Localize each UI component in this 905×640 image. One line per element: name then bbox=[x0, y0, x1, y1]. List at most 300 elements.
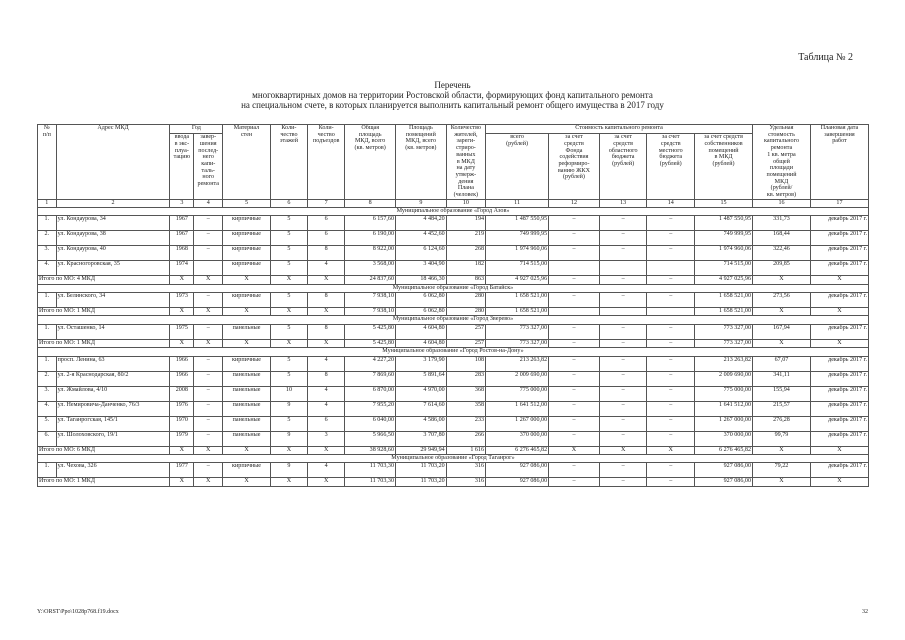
table-cell: 3 568,00 bbox=[345, 261, 396, 276]
total-cell: 773 327,00 bbox=[486, 339, 549, 347]
table-cell: декабрь 2017 г. bbox=[810, 371, 868, 386]
document-title bbox=[0, 80, 905, 110]
title-line-1: Перечень bbox=[434, 80, 471, 90]
total-cell: 24 837,60 bbox=[345, 276, 396, 284]
table-cell: – bbox=[599, 246, 647, 261]
total-cell: 5 425,80 bbox=[345, 339, 396, 347]
table-row bbox=[38, 401, 869, 416]
table-cell: – bbox=[194, 216, 223, 231]
table-cell: 1977 bbox=[170, 463, 194, 478]
table-cell bbox=[599, 261, 647, 276]
table-cell: – bbox=[647, 231, 695, 246]
table-cell: 3 bbox=[308, 431, 345, 446]
total-cell: 7 938,10 bbox=[345, 307, 396, 315]
table-cell: декабрь 2017 г. bbox=[810, 292, 868, 307]
table-cell: 1 974 960,06 bbox=[486, 246, 549, 261]
total-cell: X bbox=[223, 276, 271, 284]
column-number: 3 bbox=[170, 199, 194, 207]
total-cell: X bbox=[753, 339, 811, 347]
table-cell: – bbox=[194, 371, 223, 386]
table-cell bbox=[647, 261, 695, 276]
table-cell: – bbox=[599, 216, 647, 231]
table-cell: 368 bbox=[446, 386, 485, 401]
total-cell: X bbox=[223, 339, 271, 347]
column-number: 8 bbox=[345, 199, 396, 207]
table-cell: просп. Ленина, 63 bbox=[56, 356, 170, 371]
table-cell: 5 bbox=[270, 246, 307, 261]
table-cell: 268 bbox=[446, 246, 485, 261]
table-cell: – bbox=[549, 324, 600, 339]
table-cell: – bbox=[549, 356, 600, 371]
table-cell: 6 870,00 bbox=[345, 386, 396, 401]
table-cell: декабрь 2017 г. bbox=[810, 356, 868, 371]
table-cell: кирпичные bbox=[223, 292, 271, 307]
total-cell: 863 bbox=[446, 276, 485, 284]
total-cell: 38 928,60 bbox=[345, 446, 396, 454]
table-cell: 3 707,80 bbox=[396, 431, 447, 446]
column-number: 1 bbox=[38, 199, 57, 207]
total-cell: 4 604,80 bbox=[396, 339, 447, 347]
total-cell: X bbox=[194, 446, 223, 454]
table-cell: 773 327,00 bbox=[695, 324, 753, 339]
table-cell: ул. 2-я Краснодарская, 80/2 bbox=[56, 371, 170, 386]
table-cell: 3. bbox=[38, 246, 57, 261]
table-cell: 4 586,00 bbox=[396, 416, 447, 431]
table-cell: 1967 bbox=[170, 231, 194, 246]
total-cell: X bbox=[223, 446, 271, 454]
header-col-9: Площадь помещений МКД, всего (кв. метров) bbox=[396, 125, 447, 200]
register-table bbox=[37, 124, 869, 487]
table-cell: 5 bbox=[270, 292, 307, 307]
table-cell: 1975 bbox=[170, 324, 194, 339]
column-number: 12 bbox=[549, 199, 600, 207]
table-cell: 213 263,82 bbox=[486, 356, 549, 371]
table-cell: 3 404,90 bbox=[396, 261, 447, 276]
table-cell: 1979 bbox=[170, 431, 194, 446]
title-line-2: многоквартирных домов на территории Ростовской области, формирующих фонд капитального ремонта bbox=[252, 90, 653, 100]
table-cell: 773 327,00 bbox=[486, 324, 549, 339]
municipality-header-row bbox=[38, 454, 869, 462]
table-cell: 775 000,00 bbox=[486, 386, 549, 401]
table-cell: 775 000,00 bbox=[695, 386, 753, 401]
table-cell: 1 974 960,06 bbox=[695, 246, 753, 261]
table-cell: 8 bbox=[308, 246, 345, 261]
table-cell: 4 452,60 bbox=[396, 231, 447, 246]
table-cell: кирпичные bbox=[223, 216, 271, 231]
table-cell: – bbox=[549, 463, 600, 478]
header-col-4: завер- шения послед- него капи- таль- ного ремонта bbox=[194, 134, 223, 200]
table-cell: ул. Белинского, 34 bbox=[56, 292, 170, 307]
table-number-label: Таблица № 2 bbox=[798, 52, 853, 63]
table-cell: 370 000,00 bbox=[486, 431, 549, 446]
table-cell: 8 bbox=[308, 324, 345, 339]
table-cell: 99,79 bbox=[753, 431, 811, 446]
table-cell: 7 869,60 bbox=[345, 371, 396, 386]
total-cell: 257 bbox=[446, 339, 485, 347]
table-cell: 6. bbox=[38, 431, 57, 446]
table-cell: 1967 bbox=[170, 216, 194, 231]
total-cell: X bbox=[270, 307, 307, 315]
table-cell: 108 bbox=[446, 356, 485, 371]
table-cell: 1 641 512,00 bbox=[695, 401, 753, 416]
column-number: 13 bbox=[599, 199, 647, 207]
table-cell: 1976 bbox=[170, 401, 194, 416]
table-cell: 5 966,50 bbox=[345, 431, 396, 446]
table-cell: – bbox=[194, 356, 223, 371]
table-cell: – bbox=[599, 324, 647, 339]
table-cell: 4 bbox=[308, 386, 345, 401]
table-cell: 11 703,20 bbox=[396, 463, 447, 478]
table-cell: 1966 bbox=[170, 371, 194, 386]
total-cell: – bbox=[549, 276, 600, 284]
total-cell: 18 466,30 bbox=[396, 276, 447, 284]
table-cell: 4 970,00 bbox=[396, 386, 447, 401]
total-cell: X bbox=[170, 478, 194, 486]
header-col-2: Адрес МКД bbox=[56, 125, 170, 200]
table-row bbox=[38, 356, 869, 371]
table-cell: декабрь 2017 г. bbox=[810, 261, 868, 276]
total-cell: 4 927 025,96 bbox=[695, 276, 753, 284]
total-cell: X bbox=[308, 446, 345, 454]
total-cell: 6 276 465,82 bbox=[695, 446, 753, 454]
table-cell: 6 bbox=[308, 416, 345, 431]
table-row bbox=[38, 261, 869, 276]
table-cell: 2. bbox=[38, 231, 57, 246]
table-cell: 3 179,90 bbox=[396, 356, 447, 371]
total-cell: X bbox=[599, 446, 647, 454]
total-cell: X bbox=[753, 276, 811, 284]
table-cell: 341,11 bbox=[753, 371, 811, 386]
header-col-5: Материал стен bbox=[223, 125, 271, 200]
table-cell: 1. bbox=[38, 463, 57, 478]
total-cell: X bbox=[753, 478, 811, 486]
municipality-title: Муниципальное образование «Город Таганрог» bbox=[38, 454, 869, 462]
table-cell: – bbox=[647, 416, 695, 431]
table-cell: кирпичные bbox=[223, 231, 271, 246]
table-cell bbox=[194, 261, 223, 276]
table-cell: 322,46 bbox=[753, 246, 811, 261]
table-cell: 67,07 bbox=[753, 356, 811, 371]
table-cell: 4 bbox=[308, 261, 345, 276]
table-cell: 213 263,82 bbox=[695, 356, 753, 371]
table-cell: 927 086,00 bbox=[486, 463, 549, 478]
total-cell: X bbox=[270, 446, 307, 454]
table-cell: – bbox=[647, 324, 695, 339]
table-cell: 5 bbox=[270, 216, 307, 231]
table-cell: кирпичные bbox=[223, 463, 271, 478]
table-cell: – bbox=[647, 246, 695, 261]
table-cell: 6 157,60 bbox=[345, 216, 396, 231]
total-cell: – bbox=[599, 339, 647, 347]
table-cell: ул. Красногоровская, 35 bbox=[56, 261, 170, 276]
table-cell: 1970 bbox=[170, 416, 194, 431]
table-cell: 331,73 bbox=[753, 216, 811, 231]
table-cell: – bbox=[599, 431, 647, 446]
total-cell: – bbox=[647, 339, 695, 347]
table-cell: панельные bbox=[223, 431, 271, 446]
total-cell: X bbox=[270, 339, 307, 347]
total-label: Итого по МО: 4 МКД bbox=[38, 276, 170, 284]
table-cell: – bbox=[599, 416, 647, 431]
table-cell: – bbox=[647, 386, 695, 401]
table-cell: кирпичные bbox=[223, 261, 271, 276]
table-row bbox=[38, 324, 869, 339]
table-cell: 4 bbox=[308, 401, 345, 416]
table-cell: 2 009 690,00 bbox=[486, 371, 549, 386]
table-cell: 257 bbox=[446, 324, 485, 339]
table-cell: 6 190,00 bbox=[345, 231, 396, 246]
table-cell: ул. Жмайлова, 4/10 bbox=[56, 386, 170, 401]
header-col-6: Коли- чество этажей bbox=[270, 125, 307, 200]
header-col-13: за счет средств областного бюджета (рублей) bbox=[599, 134, 647, 200]
table-cell: ул. Осташенко, 14 bbox=[56, 324, 170, 339]
total-cell: 29 949,94 bbox=[396, 446, 447, 454]
table-cell: 1 267 000,00 bbox=[486, 416, 549, 431]
table-cell: 7 955,20 bbox=[345, 401, 396, 416]
table-cell: 6 062,80 bbox=[396, 292, 447, 307]
table-cell: 749 999,95 bbox=[486, 231, 549, 246]
header-col-12: за счет средств Фонда содействия реформиро- ванию ЖКХ (рублей) bbox=[549, 134, 600, 200]
total-cell: X bbox=[170, 276, 194, 284]
total-cell: – bbox=[647, 478, 695, 486]
table-cell: 1. bbox=[38, 324, 57, 339]
total-label: Итого по МО: 1 МКД bbox=[38, 339, 170, 347]
table-cell: 5 425,80 bbox=[345, 324, 396, 339]
total-cell: X bbox=[270, 276, 307, 284]
table-cell: 4 227,20 bbox=[345, 356, 396, 371]
table-cell: 5 bbox=[270, 231, 307, 246]
table-cell: 1968 bbox=[170, 246, 194, 261]
municipality-title: Муниципальное образование «Город Ростов-на-Дону» bbox=[38, 348, 869, 356]
header-col-16: Удельная стоимость капитального ремонта 1 кв. метра общей площади помещений МКД (рублей/ кв. метров) bbox=[753, 125, 811, 200]
table-cell: 283 bbox=[446, 371, 485, 386]
column-number-row bbox=[38, 199, 869, 207]
column-number: 14 bbox=[647, 199, 695, 207]
table-row bbox=[38, 231, 869, 246]
table-cell: 358 bbox=[446, 401, 485, 416]
table-cell: 8 bbox=[308, 292, 345, 307]
table-cell: 4 604,80 bbox=[396, 324, 447, 339]
total-cell: X bbox=[308, 339, 345, 347]
total-cell: 6 062,80 bbox=[396, 307, 447, 315]
total-cell: X bbox=[194, 339, 223, 347]
table-cell: 1966 bbox=[170, 356, 194, 371]
table-cell: 1973 bbox=[170, 292, 194, 307]
table-cell: 1 658 521,00 bbox=[695, 292, 753, 307]
table-cell: 233 bbox=[446, 416, 485, 431]
total-cell: X bbox=[810, 478, 868, 486]
total-row bbox=[38, 478, 869, 486]
table-cell: ул. Кондаурова, 34 bbox=[56, 216, 170, 231]
table-cell: 8 922,00 bbox=[345, 246, 396, 261]
total-cell: X bbox=[810, 446, 868, 454]
table-cell: ул. Немировича-Данченко, 76/3 bbox=[56, 401, 170, 416]
table-cell: 1. bbox=[38, 292, 57, 307]
column-number: 11 bbox=[486, 199, 549, 207]
table-cell: 1 658 521,00 bbox=[486, 292, 549, 307]
table-cell: 273,56 bbox=[753, 292, 811, 307]
table-cell: 370 000,00 bbox=[695, 431, 753, 446]
table-cell: ул. Шолоховского, 19/1 bbox=[56, 431, 170, 446]
table-row bbox=[38, 216, 869, 231]
column-number: 7 bbox=[308, 199, 345, 207]
table-cell: 5 bbox=[270, 324, 307, 339]
table-cell: 2. bbox=[38, 371, 57, 386]
header-col-1: № п/п bbox=[38, 125, 57, 200]
table-cell: 219 bbox=[446, 231, 485, 246]
total-row bbox=[38, 446, 869, 454]
column-number: 9 bbox=[396, 199, 447, 207]
table-cell: 6 124,60 bbox=[396, 246, 447, 261]
total-cell: – bbox=[647, 276, 695, 284]
municipality-title: Муниципальное образование «Город Батайск» bbox=[38, 284, 869, 292]
table-cell: – bbox=[549, 386, 600, 401]
total-cell: 11 703,20 bbox=[396, 478, 447, 486]
total-row bbox=[38, 339, 869, 347]
table-cell: 1 487 550,95 bbox=[486, 216, 549, 231]
total-cell: 1 658 521,00 bbox=[695, 307, 753, 315]
table-cell: – bbox=[647, 401, 695, 416]
table-cell: 749 999,95 bbox=[695, 231, 753, 246]
total-cell: X bbox=[308, 276, 345, 284]
table-cell: 194 bbox=[446, 216, 485, 231]
header-col-7: Коли- чество подъездов bbox=[308, 125, 345, 200]
total-label: Итого по МО: 1 МКД bbox=[38, 478, 170, 486]
column-number: 2 bbox=[56, 199, 170, 207]
table-cell: – bbox=[599, 386, 647, 401]
total-cell: 316 bbox=[446, 478, 485, 486]
table-cell: 2 009 690,00 bbox=[695, 371, 753, 386]
total-cell: 4 927 025,96 bbox=[486, 276, 549, 284]
total-cell: – bbox=[599, 478, 647, 486]
table-cell: 9 bbox=[270, 431, 307, 446]
total-cell: X bbox=[223, 478, 271, 486]
total-cell: X bbox=[753, 446, 811, 454]
table-cell: 2008 bbox=[170, 386, 194, 401]
column-number: 6 bbox=[270, 199, 307, 207]
table-cell: ул. Кондаурова, 38 bbox=[56, 231, 170, 246]
table-cell: 209,85 bbox=[753, 261, 811, 276]
municipality-header-row bbox=[38, 284, 869, 292]
total-cell: 11 703,30 bbox=[345, 478, 396, 486]
total-cell: – bbox=[599, 276, 647, 284]
table-row bbox=[38, 463, 869, 478]
table-cell: – bbox=[647, 216, 695, 231]
column-number: 5 bbox=[223, 199, 271, 207]
table-cell: – bbox=[647, 371, 695, 386]
table-cell: 276,28 bbox=[753, 416, 811, 431]
table-cell: 6 040,00 bbox=[345, 416, 396, 431]
table-cell: 4 bbox=[308, 463, 345, 478]
table-cell: 79,22 bbox=[753, 463, 811, 478]
total-cell: X bbox=[194, 276, 223, 284]
total-cell: 280 bbox=[446, 307, 485, 315]
header-col-8: Общая площадь МКД, всего (кв. метров) bbox=[345, 125, 396, 200]
header-col-3: ввода в экс- плуа- тацию bbox=[170, 134, 194, 200]
table-cell: панельные bbox=[223, 324, 271, 339]
total-cell: X bbox=[810, 276, 868, 284]
table-cell: 927 086,00 bbox=[695, 463, 753, 478]
total-cell: X bbox=[647, 446, 695, 454]
table-cell: – bbox=[194, 401, 223, 416]
table-cell: 5 bbox=[270, 356, 307, 371]
table-cell: – bbox=[599, 401, 647, 416]
table-cell bbox=[549, 261, 600, 276]
table-cell: – bbox=[647, 292, 695, 307]
column-number: 4 bbox=[194, 199, 223, 207]
table-cell: декабрь 2017 г. bbox=[810, 416, 868, 431]
total-row bbox=[38, 307, 869, 315]
total-label: Итого по МО: 1 МКД bbox=[38, 307, 170, 315]
table-cell: ул. Таганрогская, 145/1 bbox=[56, 416, 170, 431]
table-cell: 4 bbox=[308, 356, 345, 371]
total-cell: X bbox=[810, 339, 868, 347]
title-line-3: на специальном счете, в которых планируется выполнить капитальный ремонт общего имущества в 2017 году bbox=[241, 100, 664, 110]
header-col-15: за счет средств собственников помещений в МКД (рублей) bbox=[695, 134, 753, 200]
table-cell: декабрь 2017 г. bbox=[810, 386, 868, 401]
table-cell: декабрь 2017 г. bbox=[810, 246, 868, 261]
table-cell: – bbox=[549, 431, 600, 446]
table-cell: – bbox=[549, 216, 600, 231]
table-cell: 6 bbox=[308, 216, 345, 231]
table-cell: 4 484,20 bbox=[396, 216, 447, 231]
table-cell: 266 bbox=[446, 431, 485, 446]
table-cell: 1 267 000,00 bbox=[695, 416, 753, 431]
table-cell: панельные bbox=[223, 386, 271, 401]
table-cell: – bbox=[549, 292, 600, 307]
table-cell: ул. Чехова, 326 bbox=[56, 463, 170, 478]
table-cell: 7 614,60 bbox=[396, 401, 447, 416]
table-cell: – bbox=[194, 416, 223, 431]
municipality-header-row bbox=[38, 348, 869, 356]
table-cell: – bbox=[599, 356, 647, 371]
table-cell: – bbox=[599, 371, 647, 386]
total-cell: X bbox=[170, 307, 194, 315]
table-cell: – bbox=[599, 463, 647, 478]
table-cell: 5 891,64 bbox=[396, 371, 447, 386]
header-col-14: за счет средств местного бюджета (рублей) bbox=[647, 134, 695, 200]
total-cell: X bbox=[308, 478, 345, 486]
header-col-17: Плановая дата завершения работ bbox=[810, 125, 868, 200]
footer-page-number: 32 bbox=[862, 609, 868, 615]
table-cell: – bbox=[194, 292, 223, 307]
table-cell: – bbox=[194, 463, 223, 478]
table-cell: 7 938,10 bbox=[345, 292, 396, 307]
table-cell: – bbox=[194, 246, 223, 261]
header-col-11: всего (рублей) bbox=[486, 134, 549, 200]
column-number: 17 bbox=[810, 199, 868, 207]
municipality-header-row bbox=[38, 316, 869, 324]
total-cell: 927 086,00 bbox=[486, 478, 549, 486]
table-cell: 6 bbox=[308, 231, 345, 246]
table-cell: 9 bbox=[270, 401, 307, 416]
table-cell: панельные bbox=[223, 371, 271, 386]
column-number: 10 bbox=[446, 199, 485, 207]
municipality-title: Муниципальное образование «Город Зверево» bbox=[38, 316, 869, 324]
total-cell: X bbox=[194, 478, 223, 486]
table-cell: 167,94 bbox=[753, 324, 811, 339]
table-cell: кирпичные bbox=[223, 246, 271, 261]
table-cell: – bbox=[549, 371, 600, 386]
total-cell: X bbox=[810, 307, 868, 315]
column-number: 15 bbox=[695, 199, 753, 207]
total-cell: X bbox=[549, 446, 600, 454]
total-cell bbox=[549, 307, 600, 315]
table-cell: 280 bbox=[446, 292, 485, 307]
table-cell: – bbox=[647, 463, 695, 478]
table-cell: 5 bbox=[270, 371, 307, 386]
table-cell: 1974 bbox=[170, 261, 194, 276]
